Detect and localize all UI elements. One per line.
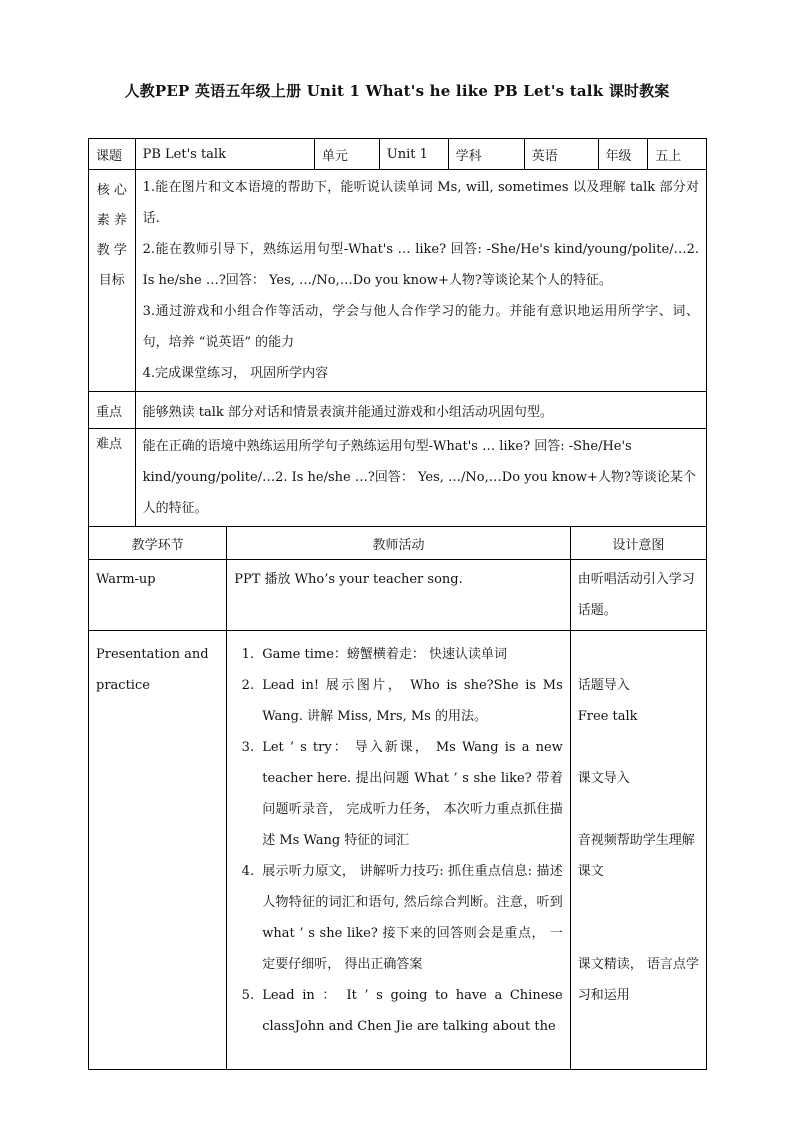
intent-item: 话题导入 [577,678,630,693]
goal-item: 1.能在图片和文本语境的帮助下，能听说认读单词 Ms, will, sometimes 以及理解 talk 部分对话. [142,180,699,226]
goals-label [89,170,136,392]
topic-value: PB Let's talk [135,139,314,170]
activity-item: 4. 展示听力原文， 讲解听力技巧: 抓住重点信息: 描述人物特征的词汇和语句, 然后综合判断。注意，听到 what ’ s she like? 接下来的回答则会是重点， 一定要仔细听， 得出正确答案 [258,856,563,980]
presentation-row [89,631,707,1070]
grade-label: 年级 [598,139,648,170]
goals-row [89,170,707,392]
warmup-activity: PPT 播放 Who’s your teacher song. [227,560,571,631]
activity-item: 2. Lead in! 展示图片， Who is she?She is Ms Wang. 讲解 Miss, Mrs, Ms 的用法。 [258,670,563,732]
difficulty-text: 能在正确的语境中熟练运用所学句子熟练运用句型-What's … like? 回答: -She/He's kind/young/polite/…2. Is he/she …?回答： Yes, …/No,…Do you know+人物?等谈论某个人的特征。 [135,429,706,527]
header-activity: 教师活动 [227,527,571,560]
goal-item: 2.能在教师引导下，熟练运用句型-What's … like? 回答: -She/He's kind/young/polite/…2. Is he/she …?回答： Yes, …/No,…Do you know+人物?等谈论某个人的特征。 [142,242,699,288]
warmup-intent: 由听唱活动引入学习话题。 [570,560,706,631]
presentation-stage-label: Presentation and practice [96,647,209,693]
goal-item: 3.通过游戏和小组合作等活动，学会与他人合作学习的能力。并能有意识地运用所学字、词、句，培养 “说英语” 的能力 [142,304,699,350]
process-header-row [89,527,707,560]
activity-list [234,639,563,1042]
topic-label: 课题 [89,139,136,170]
key-point-row [89,392,707,429]
goals-label-line: 教 学 [96,243,127,258]
info-row [89,139,707,170]
goal-item: 4.完成课堂练习， 巩固所学内容 [142,366,329,381]
goals-label-line: 核 心 [96,183,127,198]
intent-item: Free talk [577,709,638,724]
difficulty-label: 难点 [89,429,136,527]
unit-value: Unit 1 [379,139,448,170]
key-point-text: 能够熟读 talk 部分对话和情景表演并能通过游戏和小组活动巩固句型。 [135,392,706,429]
process-table [88,526,707,1070]
subject-value: 英语 [524,139,598,170]
goals-label-line: 素 养 [96,213,127,228]
activity-item: 5. Lead in ： It ’ s going to have a Chinese classJohn and Chen Jie are talking about the [258,980,563,1042]
presentation-activities [227,631,571,1070]
goals-label-line: 目标 [98,273,125,288]
warmup-stage: Warm-up [89,560,227,631]
header-intent: 设计意图 [570,527,706,560]
info-table [88,138,707,527]
grade-value: 五上 [648,139,707,170]
subject-label: 学科 [448,139,524,170]
intent-item: 课文精读， 语言点学习和运用 [577,957,699,1003]
activity-item: 3. Let ’ s try： 导入新课， Ms Wang is a new teacher here. 提出问题 What ’ s she like? 带着问题听录音， 完成听力任务， 本次听力重点抓住描述 Ms Wang 特征的词汇 [258,732,563,856]
presentation-intents [570,631,706,1070]
difficulty-row [89,429,707,527]
header-stage: 教学环节 [89,527,227,560]
goals-body [135,170,706,392]
presentation-stage [89,631,227,1070]
intent-item: 课文导入 [577,771,630,786]
intent-item: 音视频帮助学生理解课文 [577,833,695,879]
activity-item: 1. Game time：螃蟹横着走： 快速认读单词 [258,639,563,670]
warmup-row [89,560,707,631]
page-title: 人教PEP 英语五年级上册 Unit 1 What's he like PB Let's talk 课时教案 [124,82,670,100]
unit-label: 单元 [314,139,379,170]
key-point-label: 重点 [89,392,136,429]
